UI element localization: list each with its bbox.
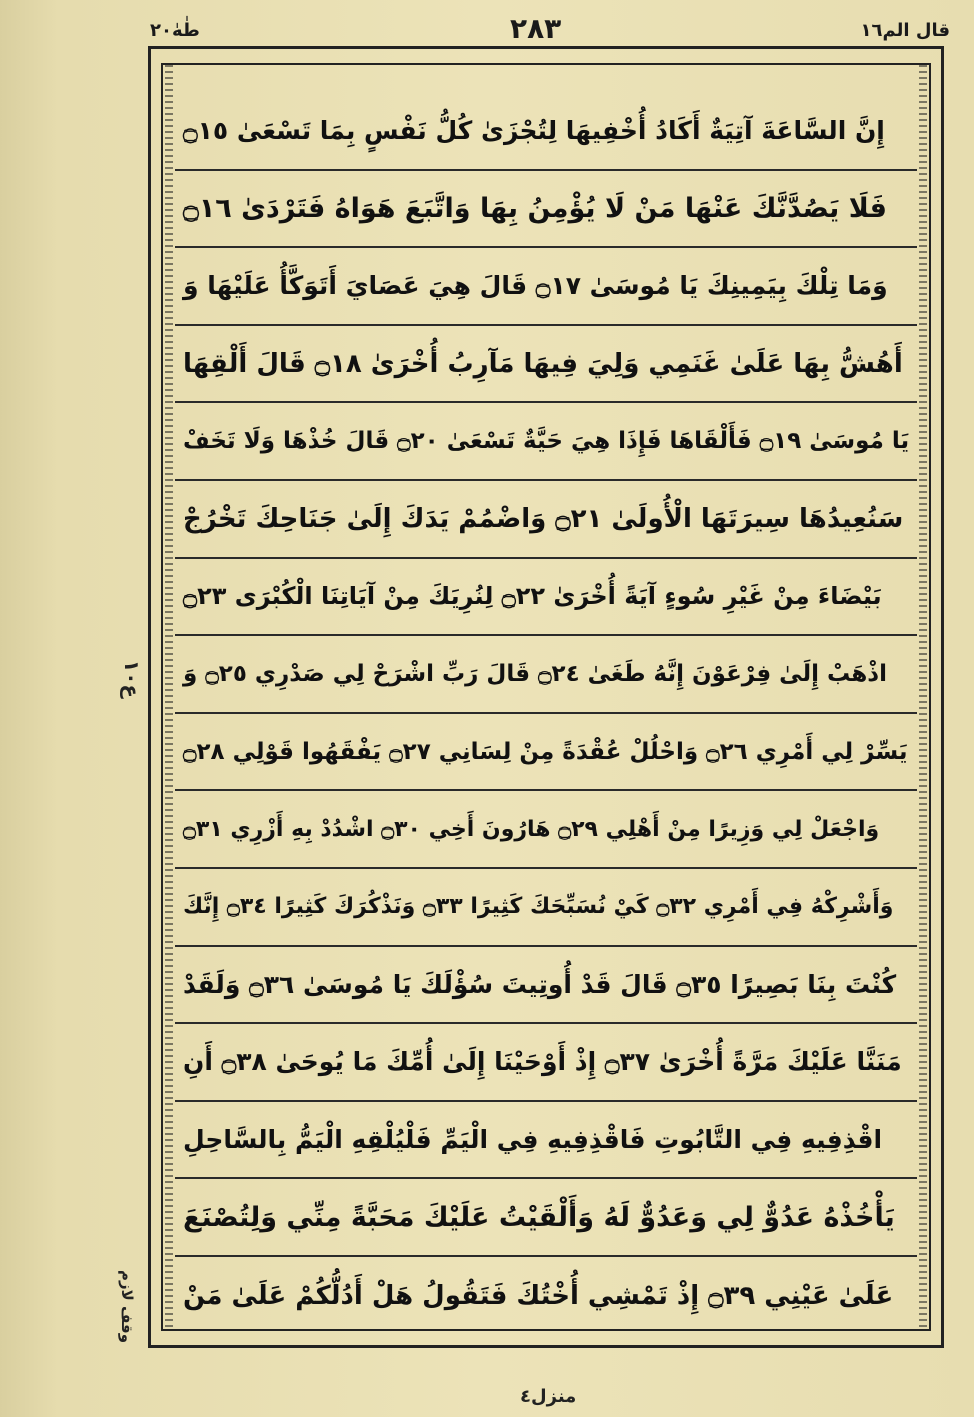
text-line: أَهُشُّ بِهَا عَلَىٰ غَنَمِي وَلِيَ فِيهَا مَآرِبُ أُخْرَىٰ ۝١٨ قَالَ أَلْقِهَا [175,326,917,404]
waqf-marker: وقف لازم [118,1270,136,1344]
border-ornament-right [919,65,927,1329]
text-line: فَلَا يَصُدَّنَّكَ عَنْهَا مَنْ لَا يُؤْمِنُ بِهَا وَاتَّبَعَ هَوَاهُ فَتَرْدَىٰ ۝١٦ [175,171,917,249]
text-line: عَلَىٰ عَيْنِي ۝٣٩ إِذْ تَمْشِي أُخْتُكَ فَتَقُولُ هَلْ أَدُلُّكُمْ عَلَىٰ مَنْ [183,1280,894,1311]
text-line: يَا مُوسَىٰ ۝١٩ فَأَلْقَاهَا فَإِذَا هِيَ حَيَّةٌ تَسْعَىٰ ۝٢٠ قَالَ خُذْهَا وَلَا تَخَفْ [175,403,917,481]
page-number: ٢٨٣ [510,12,562,45]
text-line: إِنَّ السَّاعَةَ آتِيَةٌ أَكَادُ أُخْفِيهَا لِتُجْزَىٰ كُلُّ نَفْسٍ بِمَا تَسْعَىٰ ۝١٥ [175,93,917,171]
manzil-label: منزل٤ [520,1386,577,1407]
text-lines [175,93,917,1335]
text-line: يَأْخُذْهُ عَدُوٌّ لِي وَعَدُوٌّ لَهُ وَأَلْقَيْتُ عَلَيْكَ مَحَبَّةً مِنِّي وَلِتُصْنَعَ [175,1179,917,1257]
page-header [150,8,950,48]
text-line: اذْهَبْ إِلَىٰ فِرْعَوْنَ إِنَّهُ طَغَىٰ ۝٢٤ قَالَ رَبِّ اشْرَحْ لِي صَدْرِي ۝٢٥ وَ [175,636,917,714]
text-line: يَسِّرْ لِي أَمْرِي ۝٢٦ وَاحْلُلْ عُقْدَةً مِنْ لِسَانِي ۝٢٧ يَفْقَهُوا قَوْلِي ۝٢٨ [175,714,917,792]
text-line: مَنَنَّا عَلَيْكَ مَرَّةً أُخْرَىٰ ۝٣٧ إِذْ أَوْحَيْنَا إِلَىٰ أُمِّكَ مَا يُوحَىٰ ۝٣٨ أَنِ [175,1024,917,1102]
border-ornament-left [165,65,173,1329]
ruku-marker: ع١٠ [120,660,144,699]
text-line: كُنْتَ بِنَا بَصِيرًا ۝٣٥ قَالَ قَدْ أُوتِيتَ سُؤْلَكَ يَا مُوسَىٰ ۝٣٦ وَلَقَدْ [175,947,917,1025]
para-name: قال الم١٦ [860,20,950,41]
text-line: وَمَا تِلْكَ بِيَمِينِكَ يَا مُوسَىٰ ۝١٧ قَالَ هِيَ عَصَايَ أَتَوَكَّأُ عَلَيْهَا وَ [175,248,917,326]
surah-name: طٰهٰ٢٠ [150,20,200,41]
text-line: وَأَشْرِكْهُ فِي أَمْرِي ۝٣٢ كَيْ نُسَبِّحَكَ كَثِيرًا ۝٣٣ وَنَذْكُرَكَ كَثِيرًا ۝٣٤ إِنَّكَ [175,869,917,947]
text-line: بَيْضَاءَ مِنْ غَيْرِ سُوءٍ آيَةً أُخْرَىٰ ۝٢٢ لِنُرِيَكَ مِنْ آيَاتِنَا الْكُبْرَى ۝٢٣ [175,559,917,637]
text-line: اقْذِفِيهِ فِي التَّابُوتِ فَاقْذِفِيهِ فِي الْيَمِّ فَلْيُلْقِهِ الْيَمُّ بِالسَّاحِلِ [175,1102,917,1180]
text-line: سَنُعِيدُهَا سِيرَتَهَا الْأُولَىٰ ۝٢١ وَاضْمُمْ يَدَكَ إِلَىٰ جَنَاحِكَ تَخْرُجْ [175,481,917,559]
text-line: وَاجْعَلْ لِي وَزِيرًا مِنْ أَهْلِي ۝٢٩ هَارُونَ أَخِي ۝٣٠ اشْدُدْ بِهِ أَزْرِي ۝٣١ [175,791,917,869]
page-frame [148,46,944,1348]
